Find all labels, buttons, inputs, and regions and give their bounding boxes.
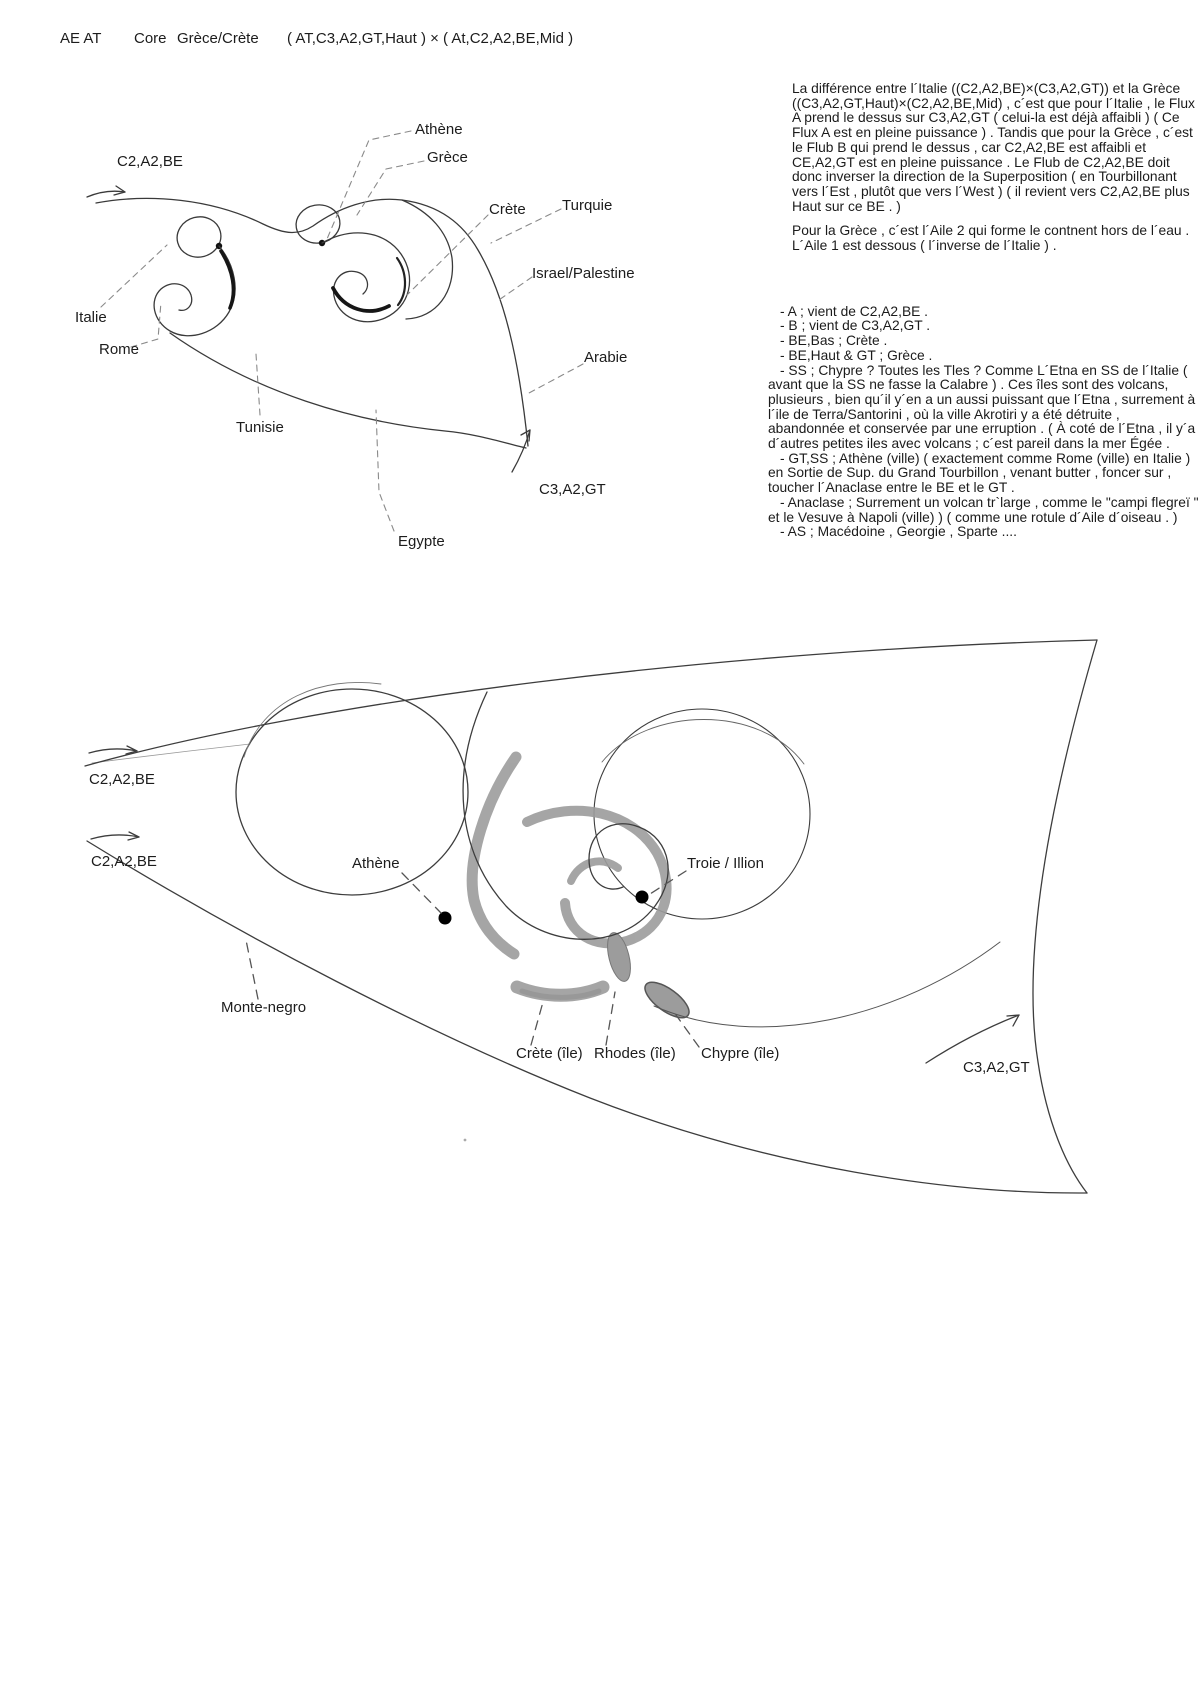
top-inflow-arrowhead <box>114 186 125 195</box>
label-top-arabia: Arabie <box>584 349 628 366</box>
label-bottom-rhodes: Rhodes (île) <box>594 1045 676 1062</box>
bullet-item: - GT,SS ; Athène (ville) ( exactement comme Rome (ville) en Italie ) en Sortie de Sup. du Grand Tourbillon , venant butter , foncer sur , toucher l´Anaclase entre le BE et le GT . <box>768 450 1191 496</box>
label-bottom-flow-out: C3,A2,GT <box>963 1059 1030 1076</box>
top-lower-boundary <box>170 333 526 448</box>
notes-bullet-list <box>768 305 1200 540</box>
notes-column <box>768 82 1200 540</box>
stray-mark <box>464 1139 467 1142</box>
leader-athens-bottom <box>402 873 441 913</box>
left-lobe-double <box>244 682 381 757</box>
bullet-item: - BE,Bas ; Crète . <box>780 333 888 349</box>
leader-rhodes-island <box>606 992 615 1045</box>
label-top-egypt: Egypte <box>398 533 445 550</box>
leader-crete-island <box>531 1002 543 1045</box>
top-right-spiral-outer <box>402 200 453 319</box>
bottom-outflow-arrow <box>926 1015 1019 1063</box>
top-leaders <box>101 131 583 531</box>
label-top-flow-in: C2,A2,BE <box>117 153 183 170</box>
top-left-spiral <box>154 246 235 336</box>
header-title: Grèce/Crète <box>177 30 259 47</box>
bottom-lower-boundary <box>87 841 1087 1193</box>
header-formula: ( AT,C3,A2,GT,Haut ) × ( At,C2,A2,BE,Mid ) <box>287 30 574 47</box>
top-left-loop <box>173 212 226 262</box>
label-top-tunisia: Tunisie <box>236 419 284 436</box>
bottom-inflow-faint <box>92 744 250 763</box>
leader-italy <box>101 245 167 307</box>
label-top-crete: Crète <box>489 201 526 218</box>
leader-egypt <box>376 410 394 531</box>
top-right-spiral-heavy <box>333 288 389 311</box>
right-lobe-double <box>602 720 804 765</box>
label-top-flow-out: C3,A2,GT <box>539 481 606 498</box>
label-bottom-cyprus: Chypre (île) <box>701 1045 780 1062</box>
top-right-spiral <box>322 233 410 322</box>
label-top-israel: Israel/Palestine <box>532 265 635 282</box>
bullet-item: - BE,Haut & GT ; Grèce . <box>780 347 933 363</box>
label-bottom-troy: Troie / Illion <box>687 855 764 872</box>
leader-israel <box>496 277 532 302</box>
bottom-top-boundary <box>85 640 1097 766</box>
leader-montenegro <box>246 940 258 999</box>
bullet-item: - B ; vient de C3,A2,GT . <box>780 318 931 334</box>
label-top-turkey: Turquie <box>562 197 613 214</box>
top-left-spiral-heavy <box>221 251 233 308</box>
top-boundary <box>96 198 528 446</box>
label-bottom-athens: Athène <box>352 855 400 872</box>
header-code: AE AT <box>60 30 102 47</box>
bullet-item: - A ; vient de C2,A2,BE . <box>780 303 929 319</box>
leader-crete-top <box>407 215 488 295</box>
notes-paragraph-1: La différence entre l´Italie ((C2,A2,BE)×(C3,A2,GT)) et la Grèce ((C3,A2,GT,Haut)×(C2,A2,BE,Mid) , c´est que pour l´Italie , le Flux A prend le dessus sur C3,A2,GT ( celui-la est déjà affaibli ) ( Ce Flux A est en pleine puissance ) . Tandis que pour la Grèce , c´est le Flub B qui prend le dessus , car C2,A2,BE est affaibli et CE,A2,GT est en pleine puissance . Le Flub de C2,A2,BE doit donc inverser la direction de la Superposition ( en Tourbillonant vers l´Est , plutôt que vers l´West ) ( il revient vers C2,A2,BE plus Haut sur ce BE . ) <box>792 81 1195 214</box>
label-top-rome: Rome <box>99 341 140 358</box>
vortex-shading <box>472 757 666 997</box>
label-bottom-flow-in-2: C2,A2,BE <box>91 853 157 870</box>
bullet-item: - AS ; Macédoine , Georgie , Sparte .... <box>780 524 1017 540</box>
header-kind: Core <box>134 30 167 47</box>
leader-arabia <box>529 364 583 393</box>
bottom-outflow-arrowhead <box>1007 1015 1019 1026</box>
athens-dot <box>439 912 452 925</box>
top-sketch <box>87 131 583 531</box>
top-right-spiral-heavy2 <box>397 258 405 305</box>
bullet-item: - Anaclase ; Surrement un volcan tr`large , comme le "campi flegreï " et le Vesuve à Napoli (ville) ) ( comme une rotule d´Aile d´oiseau . ) <box>768 494 1199 525</box>
bottom-sketch <box>85 640 1097 1193</box>
vortex-tail-curve <box>654 942 1000 1027</box>
bottom-right-boundary <box>1033 640 1097 1193</box>
troy-dot <box>636 891 649 904</box>
notes-paragraph-2: Pour la Grèce , c´est l´Aile 2 qui forme le contnent hors de l´eau . L´Aile 1 est dessous ( l´inverse de l´Italie ) . <box>792 223 1190 254</box>
top-right-loop <box>293 201 343 246</box>
label-bottom-montenegro: Monte-negro <box>221 999 307 1016</box>
leader-greece <box>357 161 424 215</box>
label-top-greece: Grèce <box>427 149 468 166</box>
bullet-item: - SS ; Chypre ? Toutes les Tles ? Comme L´Etna en SS de l´Italie ( avant que la SS ne fasse la Calabre ) . Ces îles sont des volcans, plusieurs , bien qu´il y´en a un aussi puissant que l´Etna , surrement à l´ile de Terra/Santorini , où la ville Akrotiri y a été détruite , abandonnée et conservée par une erruption . ( À coté de l´Etna , il y´a d´autres petites iles avec volcans ; c´est pareil dans la mer Égée . <box>768 362 1196 452</box>
leader-tunisia <box>256 354 260 415</box>
label-bottom-flow-in-1: C2,A2,BE <box>89 771 155 788</box>
shade-left-band <box>472 757 516 954</box>
label-top-italy: Italie <box>75 309 107 326</box>
label-bottom-crete: Crète (île) <box>516 1045 583 1062</box>
label-top-athens: Athène <box>415 121 463 138</box>
